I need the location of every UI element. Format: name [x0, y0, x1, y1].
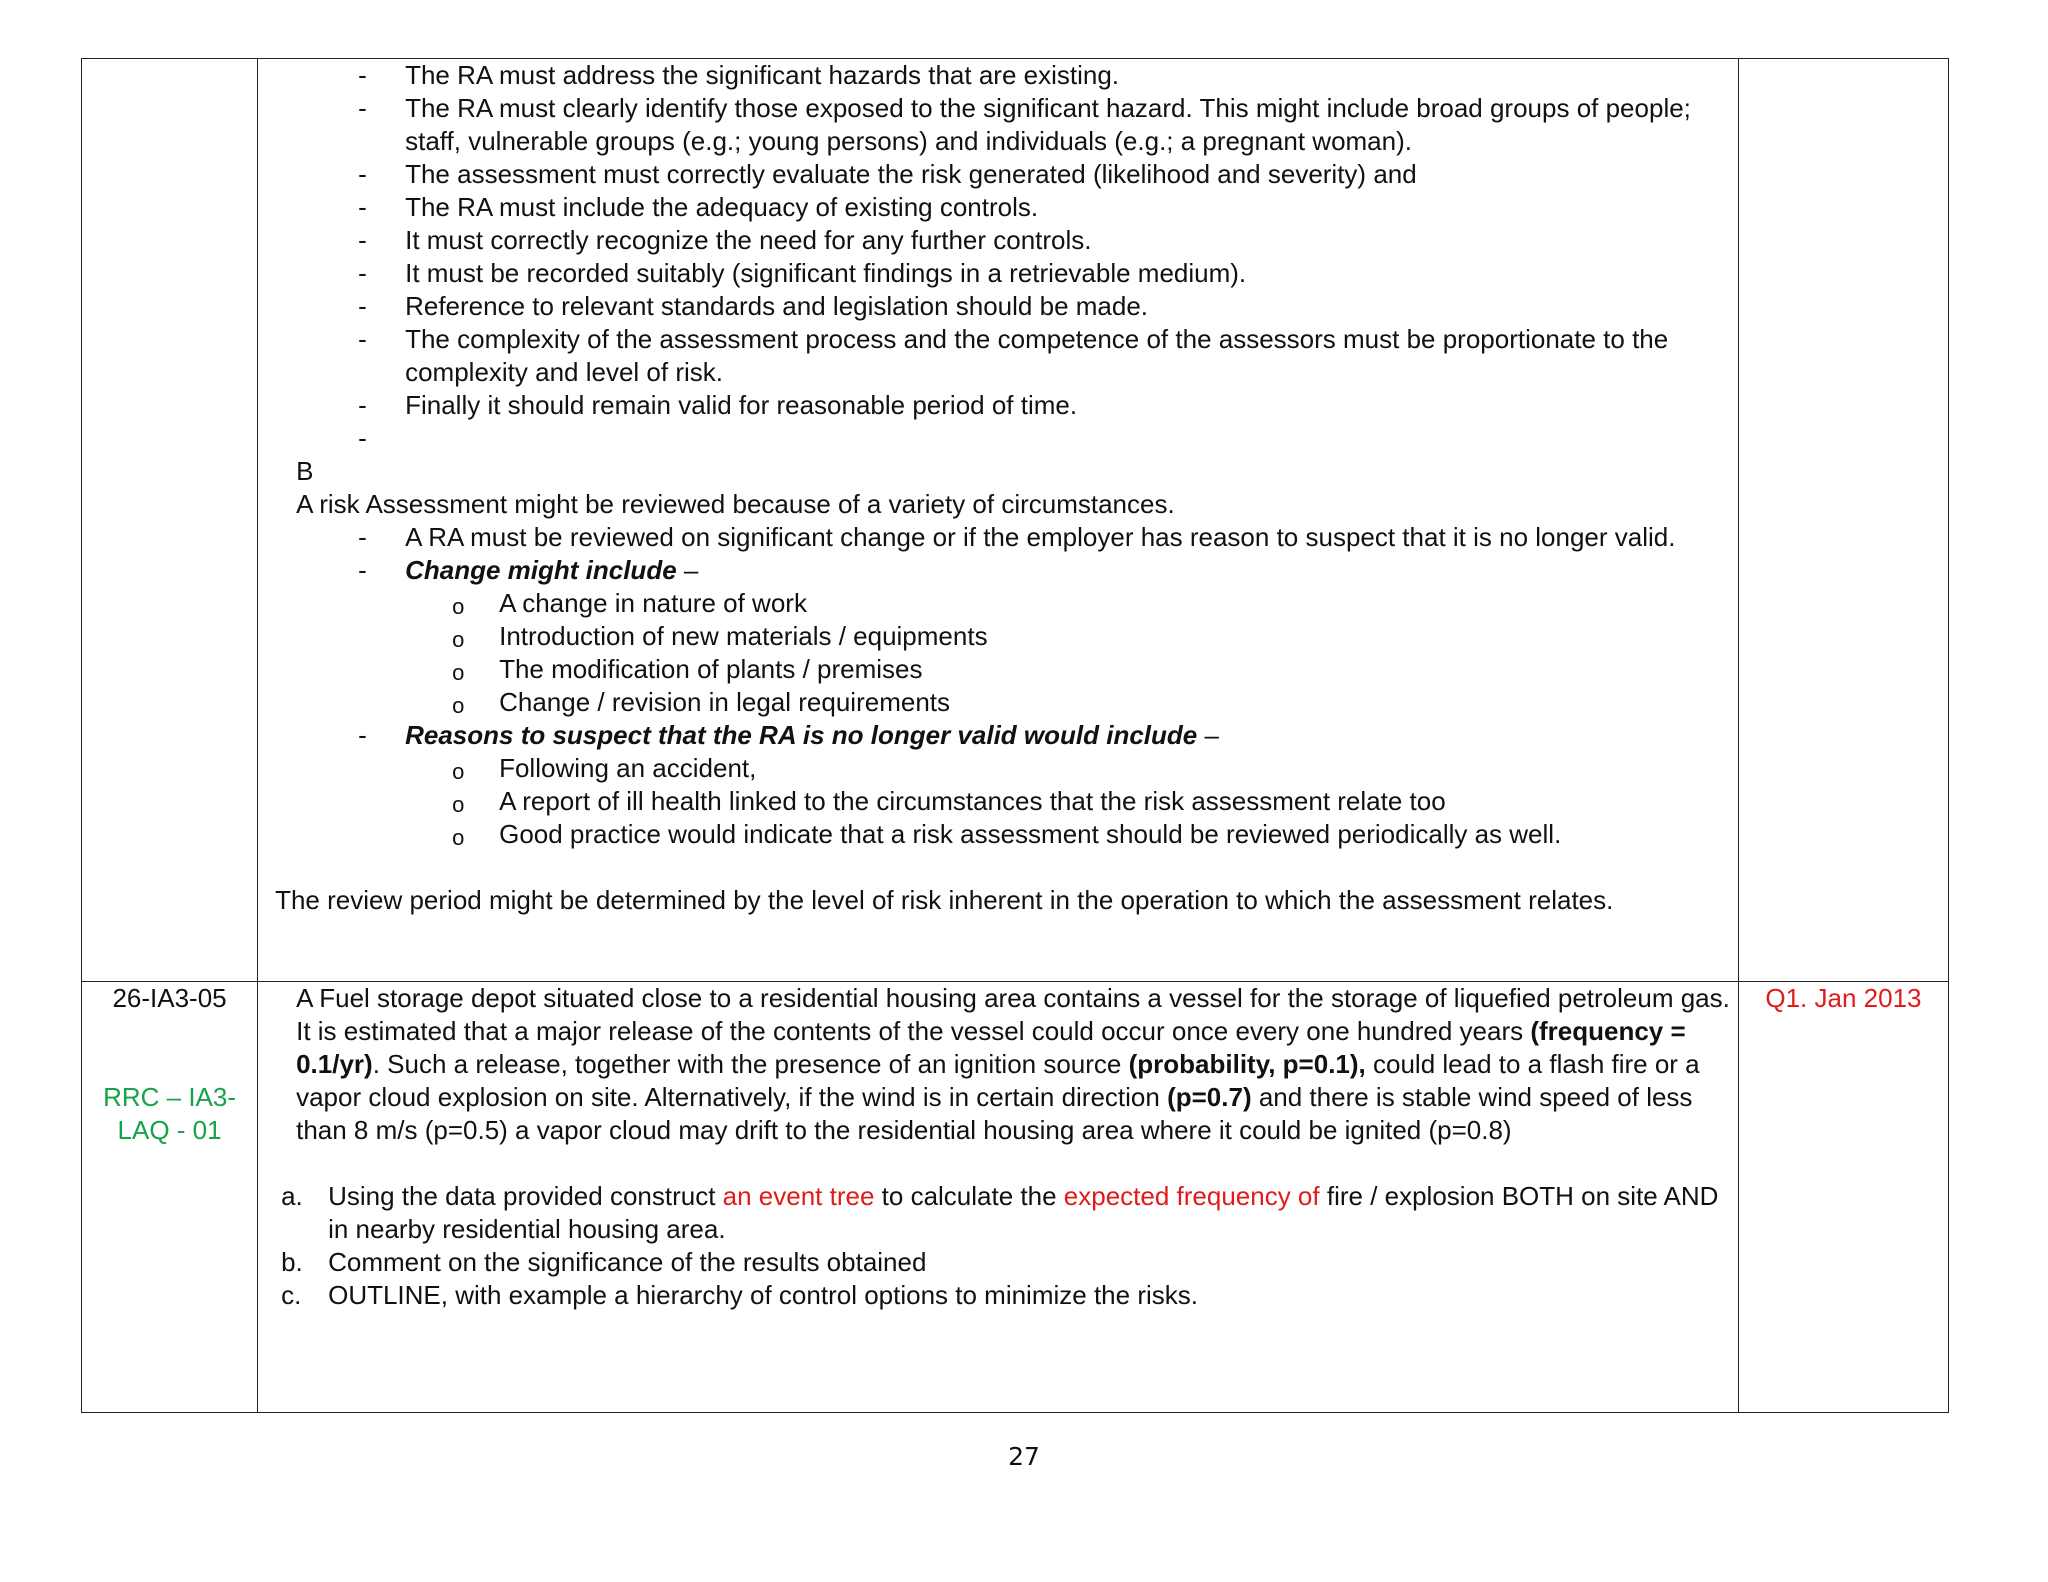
list-item: o Change / revision in legal requirements — [452, 686, 1738, 719]
list-item: - The RA must clearly identify those exposed to the significant hazard. This might include broad groups of people; staff, vulnerable groups (e.g.; young persons) and individuals (e.g.; a pregnant woman). — [358, 92, 1738, 158]
part-b-intro: A risk Assessment might be reviewed because of a variety of circumstances. — [296, 489, 1175, 519]
list-item: - The assessment must correctly evaluate the risk generated (likelihood and severity) and — [358, 158, 1738, 191]
list-item: o A report of ill health linked to the circumstances that the risk assessment relate too — [452, 785, 1738, 818]
list-item: o Good practice would indicate that a risk assessment should be reviewed periodically as well. — [452, 818, 1738, 851]
question-code-line2: LAQ - 01 — [117, 1115, 222, 1145]
part-b-label: B — [296, 456, 314, 486]
question-id: 26-IA3-05 — [112, 983, 227, 1013]
question-content — [258, 982, 1738, 1412]
id-cell — [82, 982, 258, 1413]
question-table — [81, 58, 1949, 1413]
question-code-line1: RRC – IA3- — [103, 1082, 236, 1112]
review-period-paragraph: The review period might be determined by the level of risk inherent in the operation to which the assessment relates. — [275, 885, 1614, 915]
list-item — [358, 554, 1738, 719]
reasons-heading: Reasons to suspect that the RA is no longer valid would include — [405, 720, 1198, 750]
list-item: - It must be recorded suitably (significant findings in a retrievable medium). — [358, 257, 1738, 290]
question-cell — [258, 982, 1739, 1413]
change-heading-suffix: – — [676, 555, 699, 585]
list-item: - A RA must be reviewed on significant change or if the employer has reason to suspect that it is no longer valid. — [358, 521, 1738, 554]
list-item — [358, 719, 1738, 851]
list-item: - The complexity of the assessment process and the competence of the assessors must be proportionate to the complexity and level of risk. — [358, 323, 1738, 389]
answer-cell — [258, 59, 1739, 982]
list-item: - It must correctly recognize the need for any further controls. — [358, 224, 1738, 257]
reasons-list — [405, 752, 1738, 851]
question-parts — [258, 1180, 1738, 1312]
question-reference: Q1. Jan 2013 — [1765, 983, 1922, 1013]
list-item: - Finally it should remain valid for reasonable period of time. — [358, 389, 1738, 422]
part-a-list — [258, 59, 1738, 455]
list-item: c. OUTLINE, with example a hierarchy of control options to minimize the risks. — [281, 1280, 1198, 1310]
question-paragraph: A Fuel storage depot situated close to a residential housing area contains a vessel for the storage of liquefied petroleum gas. It is estimated that a major release of the contents of the vessel could occur once every one hundred years (frequency = 0.1/yr). Such a release, together with the presence of an ignition source (probability, p=0.1), could lead to a flash fire or a vapor cloud explosion on site. Alternatively, if the wind is in certain direction (p=0.7) and there is stable wind speed of less than 8 m/s (p=0.5) a vapor cloud may drift to the residential housing area where it could be ignited (p=0.8) — [296, 983, 1730, 1145]
change-list — [405, 587, 1738, 719]
list-item: a. Using the data provided construct an event tree to calculate the expected frequency of fire / explosion BOTH on site AND in nearby residential housing area. — [281, 1181, 1719, 1244]
list-item: - Reference to relevant standards and legislation should be made. — [358, 290, 1738, 323]
reasons-heading-suffix: – — [1197, 720, 1219, 750]
id-cell-empty — [82, 59, 258, 982]
part-b-list — [258, 521, 1738, 851]
list-item: o A change in nature of work — [452, 587, 1738, 620]
change-heading: Change might include — [405, 555, 677, 585]
list-item: b. Comment on the significance of the results obtained — [281, 1247, 927, 1277]
page-number: 27 — [1008, 1442, 1040, 1471]
answer-content — [258, 59, 1738, 981]
list-item: - The RA must address the significant hazards that are existing. — [358, 59, 1738, 92]
table-row — [82, 59, 1949, 982]
list-item: o The modification of plants / premises — [452, 653, 1738, 686]
list-item — [358, 422, 1738, 455]
ref-cell — [1738, 982, 1948, 1413]
list-item: o Following an accident, — [452, 752, 1738, 785]
table-row — [82, 982, 1949, 1413]
list-item: o Introduction of new materials / equipments — [452, 620, 1738, 653]
list-item: - The RA must include the adequacy of existing controls. — [358, 191, 1738, 224]
ref-cell-empty — [1738, 59, 1948, 982]
